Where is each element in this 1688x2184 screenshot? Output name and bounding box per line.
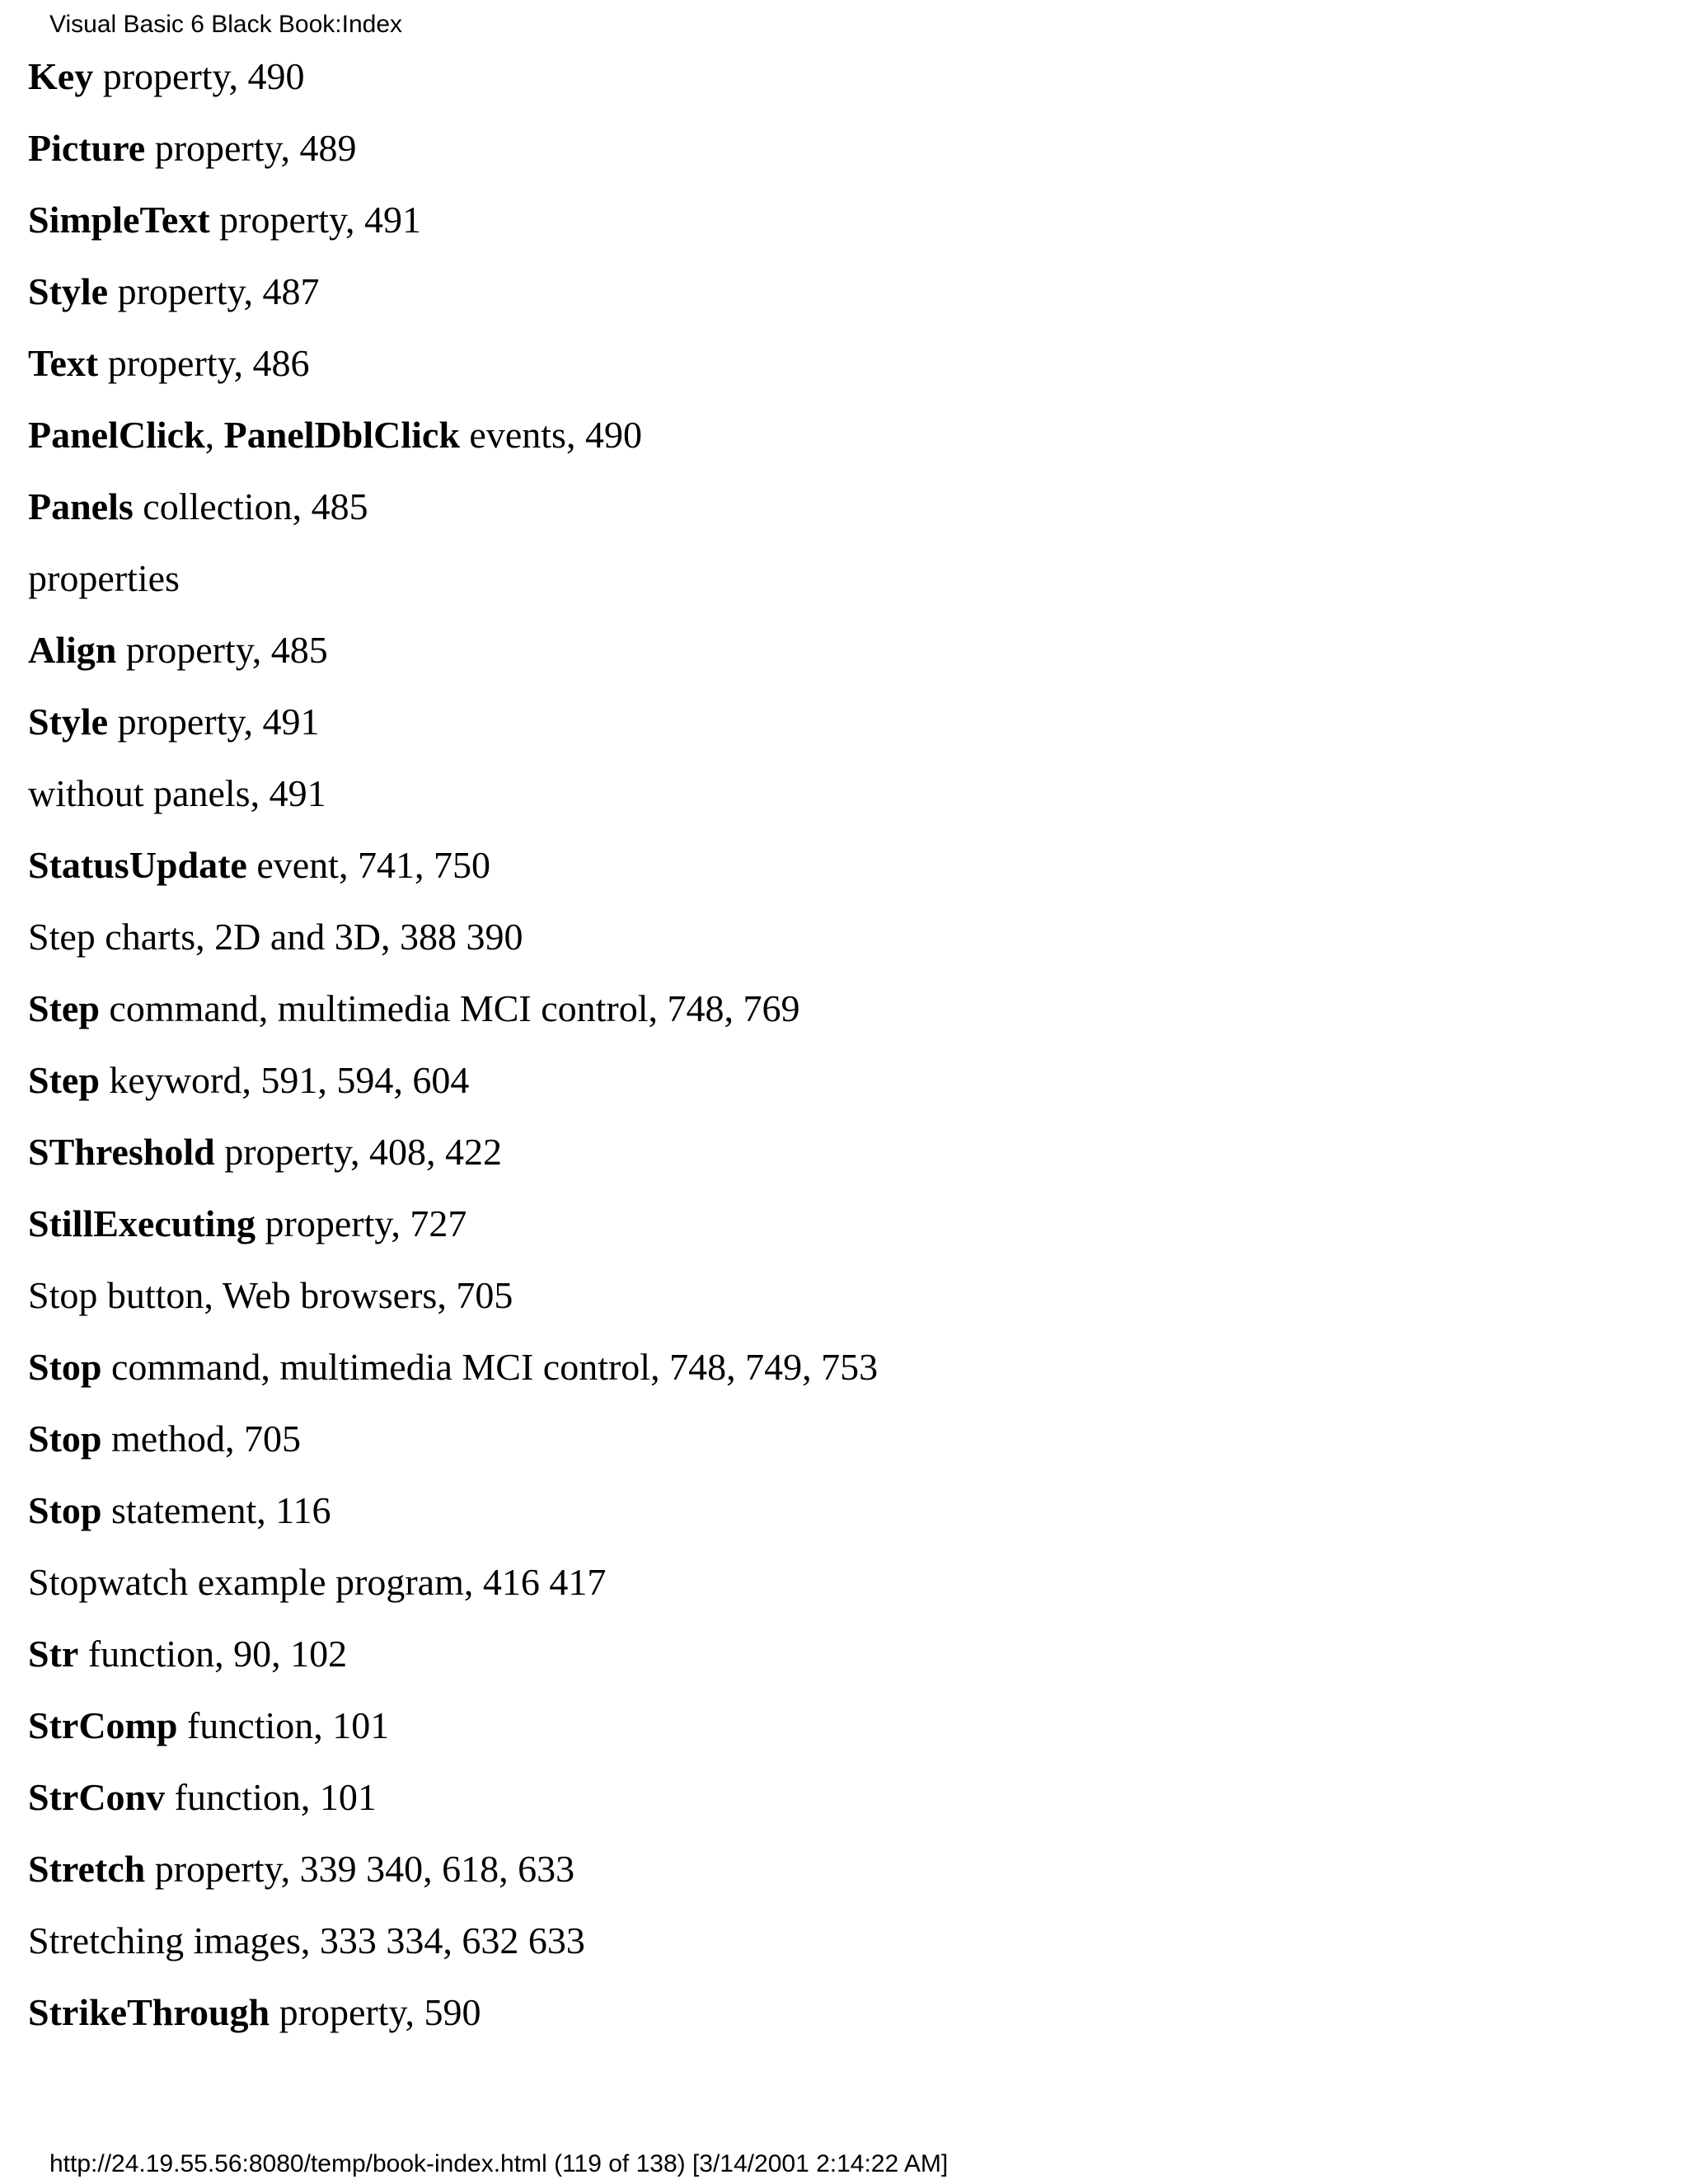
index-entry (28, 1486, 878, 1558)
index-entry (28, 267, 878, 339)
index-entry (28, 554, 878, 626)
entry-term: Str (28, 1633, 79, 1675)
index-entry (28, 339, 878, 410)
entry-term: Text (28, 342, 99, 384)
entry-term-secondary: PanelDblClick (223, 414, 460, 456)
index-entry (28, 1127, 878, 1199)
index-entry (28, 984, 878, 1056)
entry-term: StrComp (28, 1704, 178, 1746)
entry-detail: events, 490 (459, 414, 642, 456)
index-entry-list (28, 52, 878, 2060)
entry-detail: collection, 485 (133, 485, 368, 527)
entry-detail: keyword, 591, 594, 604 (99, 1059, 470, 1101)
entry-detail: property, 590 (270, 1991, 481, 2033)
entry-separator: , (204, 414, 224, 456)
entry-detail: properties (28, 557, 180, 599)
index-entry (28, 1916, 878, 1988)
entry-term: PanelClick (28, 414, 205, 456)
entry-term: Align (28, 629, 117, 671)
index-entry (28, 841, 878, 912)
entry-term: StillExecuting (28, 1202, 256, 1244)
entry-detail: method, 705 (101, 1418, 301, 1460)
page-footer-url: http://24.19.55.56:8080/temp/book-index.html (119 of 138) [3/14/2001 2:14:22 AM] (49, 2150, 949, 2177)
entry-term: Panels (28, 485, 134, 527)
entry-term: StrConv (28, 1776, 166, 1818)
index-entry (28, 124, 878, 195)
entry-detail: command, multimedia MCI control, 748, 749, 753 (101, 1346, 879, 1388)
entry-detail: property, 491 (209, 199, 422, 241)
entry-detail: property, 727 (256, 1202, 467, 1244)
index-entry (28, 697, 878, 769)
index-entry (28, 1701, 878, 1773)
entry-detail: event, 741, 750 (246, 844, 490, 886)
entry-term: Stretch (28, 1848, 146, 1890)
entry-detail: property, 486 (98, 342, 310, 384)
entry-detail: function, 101 (177, 1704, 390, 1746)
index-entry (28, 1773, 878, 1844)
entry-term: Stop (28, 1346, 102, 1388)
index-entry (28, 1271, 878, 1343)
entry-term: SThreshold (28, 1131, 215, 1173)
entry-detail: statement, 116 (101, 1489, 331, 1531)
entry-detail: function, 101 (165, 1776, 377, 1818)
index-entry (28, 1629, 878, 1701)
index-entry (28, 410, 878, 482)
entry-term: Stop (28, 1489, 102, 1531)
page-header: Visual Basic 6 Black Book:Index (49, 11, 403, 38)
entry-detail: Stopwatch example program, 416 417 (28, 1561, 607, 1603)
entry-detail: function, 90, 102 (78, 1633, 348, 1675)
entry-term: Style (28, 701, 109, 743)
entry-detail: property, 339 340, 618, 633 (145, 1848, 575, 1890)
entry-detail: property, 408, 422 (214, 1131, 503, 1173)
index-entry (28, 1414, 878, 1486)
entry-detail: property, 485 (116, 629, 328, 671)
index-entry (28, 1343, 878, 1414)
index-entry (28, 1056, 878, 1127)
index-entry (28, 1988, 878, 2060)
index-entry (28, 626, 878, 697)
index-entry (28, 195, 878, 267)
entry-detail: property, 489 (145, 127, 357, 169)
entry-term: Step (28, 987, 100, 1029)
entry-term: Step (28, 1059, 100, 1101)
entry-term: Style (28, 270, 109, 312)
index-entry (28, 1844, 878, 1916)
index-entry (28, 52, 878, 124)
entry-term: SimpleText (28, 199, 210, 241)
entry-detail: Step charts, 2D and 3D, 388 390 (28, 916, 523, 958)
index-entry (28, 769, 878, 841)
entry-term: Stop (28, 1418, 102, 1460)
entry-detail: command, multimedia MCI control, 748, 769 (99, 987, 800, 1029)
entry-term: Key (28, 55, 94, 97)
entry-detail: property, 491 (108, 701, 320, 743)
index-entry (28, 1558, 878, 1629)
entry-detail: property, 490 (93, 55, 305, 97)
index-entry (28, 482, 878, 554)
entry-detail: property, 487 (108, 270, 320, 312)
entry-detail: Stop button, Web browsers, 705 (28, 1274, 513, 1316)
entry-term: Picture (28, 127, 146, 169)
entry-detail: Stretching images, 333 334, 632 633 (28, 1919, 585, 1961)
entry-detail: without panels, 491 (28, 772, 326, 814)
entry-term: StrikeThrough (28, 1991, 270, 2033)
index-entry (28, 1199, 878, 1271)
entry-term: StatusUpdate (28, 844, 247, 886)
index-entry (28, 912, 878, 984)
